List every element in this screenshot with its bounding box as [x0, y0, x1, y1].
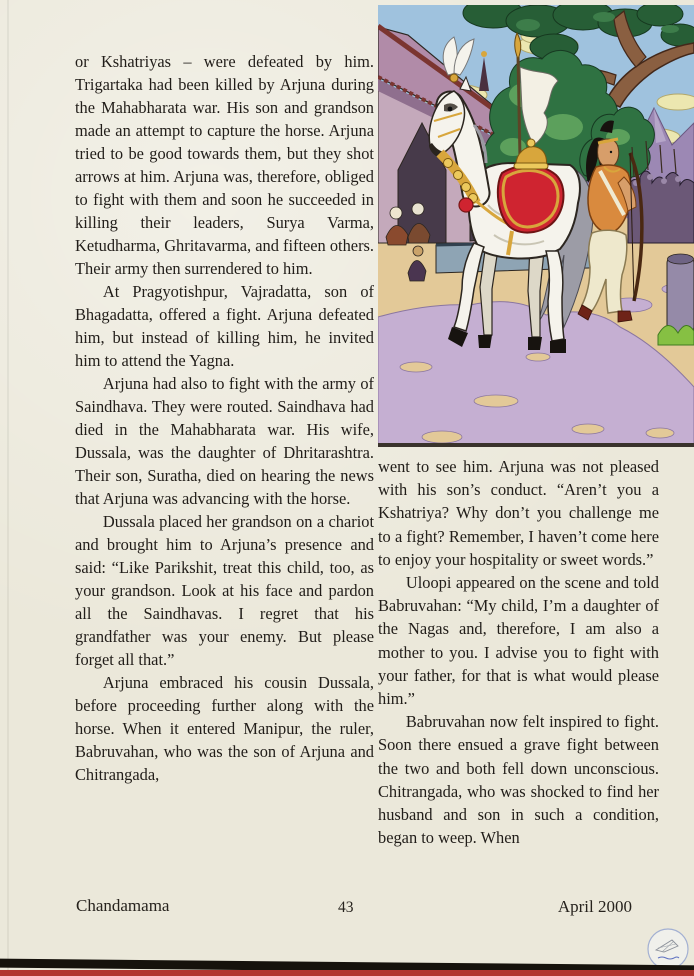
- paragraph: At Pragyotishpur, Vajradatta, son of Bhagadatta, offered a fight. Arjuna defeated him, but instead of killing him, he invited him to attend the Yagna.: [75, 282, 374, 370]
- right-text-column: [378, 455, 659, 849]
- story-illustration: [378, 5, 694, 447]
- page-number: 43: [338, 899, 354, 916]
- magazine-title: Chandamama: [76, 896, 170, 915]
- paragraph: Arjuna had also to fight with the army of Saindhava. They were routed. Saindhava had died in the Mahabharata war. His wife, Dussala, was the daughter of Dhritarashtra. Their son, Suratha, died on hearing the news that Arjuna was advancing with the horse.: [75, 374, 374, 508]
- left-text-column: [75, 50, 374, 786]
- paragraph: Uloopi appeared on the scene and told Babruvahan: “My child, I’m a daughter of the Nagas and, therefore, I am also a mother to you. I advise you to fight with your father, for that is what would please him.”: [378, 573, 659, 709]
- page-crease: [7, 0, 9, 976]
- paragraph: Arjuna embraced his cousin Dussala, before proceeding further along with the horse. When it entered Manipur, the ruler, Babruvahan, who was the son of Arjuna and Chitrangada,: [75, 673, 374, 784]
- scan-background-strip: [0, 970, 694, 976]
- paragraph: went to see him. Arjuna was not pleased with his son’s conduct. “Aren’t you a Kshatriya? Why don’t you challenge me to a fight? Remember, I haven’t come here to enjoy your hospitality or sweet words.”: [378, 457, 659, 569]
- paragraph: Babruvahan now felt inspired to fight. Soon there ensued a grave fight between the two and both fell down unconscious. Chitrangada, who was shocked to find her husband and son in such a condition, began to weep. When: [378, 712, 659, 848]
- paragraph: or Kshatriyas – were defeated by him. Trigartaka had been killed by Arjuna during the Mahabharata war. His son and grandson made an attempt to capture the horse. Arjuna tried to be good towards them, but they shot arrows at him. Arjuna was, therefore, obliged to fight with them and soon he succeeded in killing their leaders, Surya Varma, Ketudharma, Ghritavarma, and fifteen others. Their army then surrendered to him.: [75, 52, 375, 278]
- paragraph: Dussala placed her grandson on a chariot and brought him to Arjuna’s presence and said: “Like Parikshit, treat this child, too, as your grandson. Look at his face and pardon all the Saindhavas. I regret that his grandfather was your enemy. But please forget all that.”: [75, 512, 374, 669]
- issue-date: April 2000: [557, 897, 632, 916]
- illustration-border: [378, 443, 694, 447]
